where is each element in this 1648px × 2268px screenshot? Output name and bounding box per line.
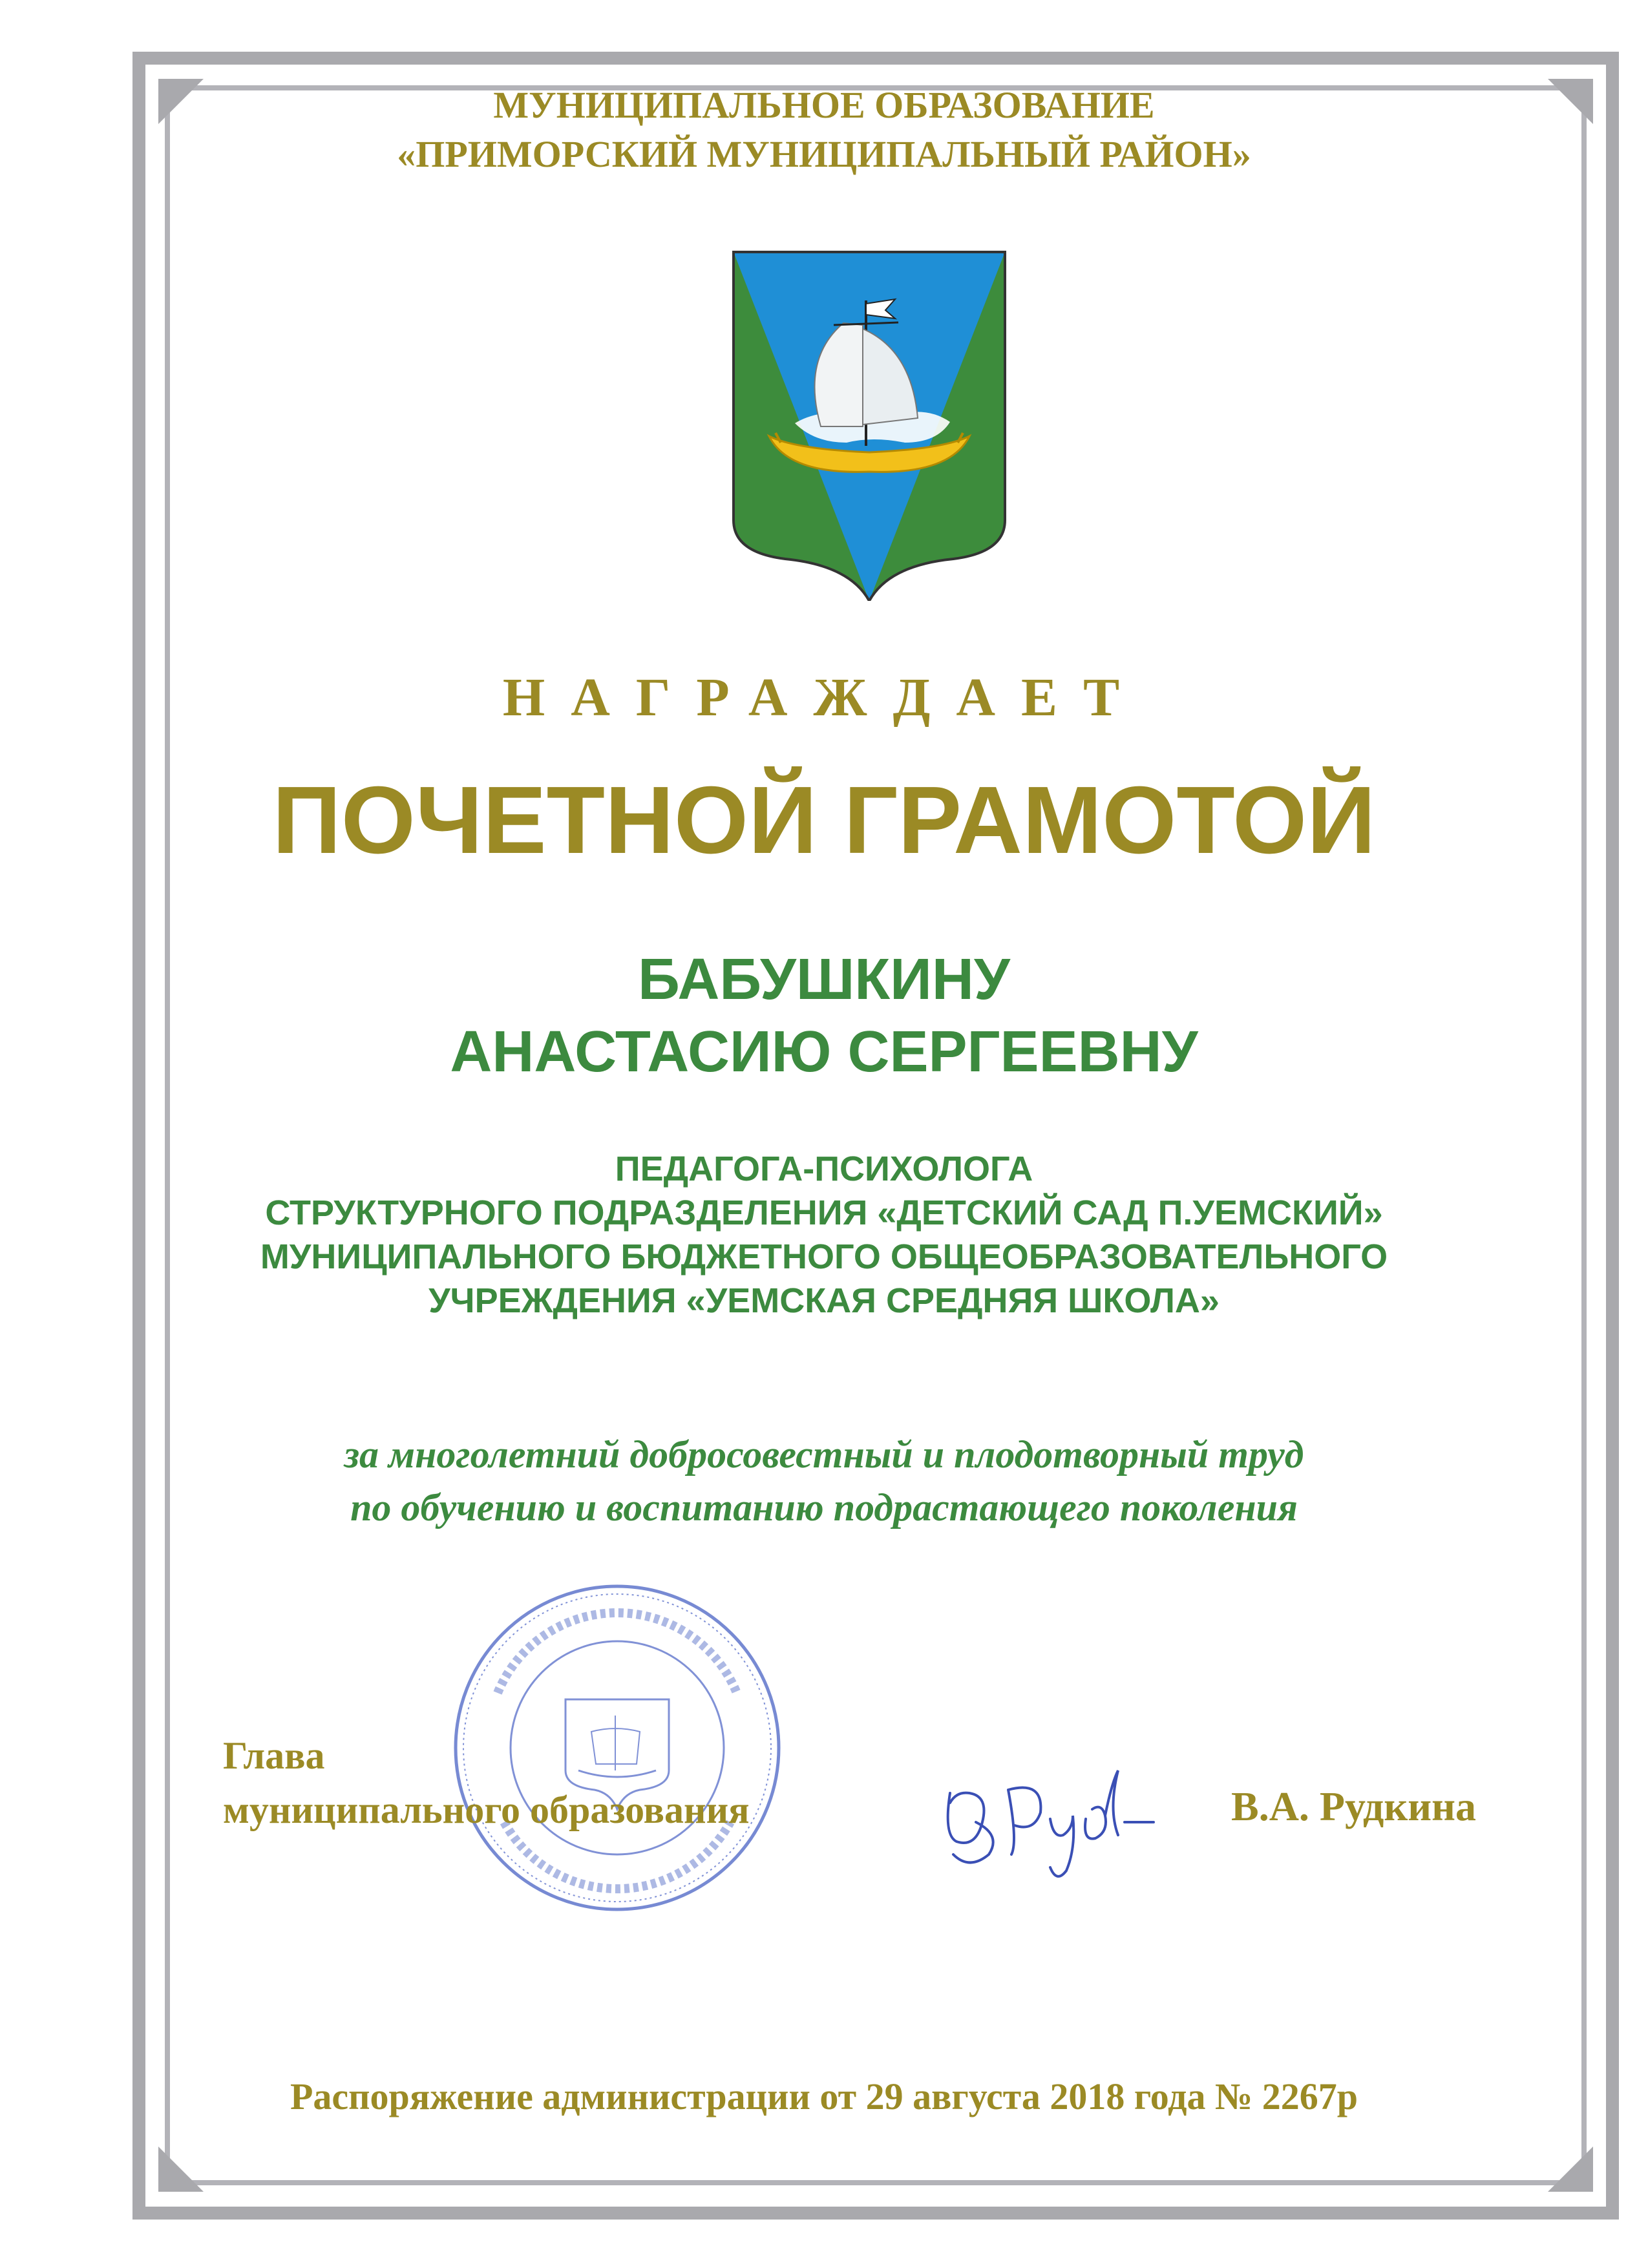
order-reference: Распоряжение администрации от 29 августа 2018 года № 2267р <box>290 2075 1358 2117</box>
issuer-line-1: МУНИЦИПАЛЬНОЕ ОБРАЗОВАНИЕ <box>493 84 1155 126</box>
handwritten-signature <box>931 1758 1215 1887</box>
position-line-2: СТРУКТУРНОГО ПОДРАЗДЕЛЕНИЯ «ДЕТСКИЙ САД П.УЕМСКИЙ» <box>265 1193 1383 1232</box>
frame-corner-bottom-left <box>158 2147 204 2192</box>
reason-line-1: за многолетний добросовестный и плодотворный труд <box>344 1433 1304 1476</box>
recipient-name <box>0 943 1648 1088</box>
recipient-surname: БАБУШКИНУ <box>638 947 1010 1012</box>
coat-of-arms-boat-icon <box>730 249 1008 601</box>
reason-line-2: по обучению и воспитанию подрастающего поколения <box>350 1486 1298 1529</box>
award-title: ПОЧЕТНОЙ ГРАМОТОЙ <box>272 767 1376 874</box>
signatory-title-line-1: Глава <box>223 1734 325 1777</box>
recipient-given-names: АНАСТАСИЮ СЕРГЕЕВНУ <box>450 1020 1198 1084</box>
position-line-3: МУНИЦИПАЛЬНОГО БЮДЖЕТНОГО ОБЩЕОБРАЗОВАТЕЛЬНОГО <box>260 1237 1388 1276</box>
signatory-name: В.А. Рудкина <box>1231 1783 1476 1829</box>
recipient-position <box>0 1147 1648 1323</box>
award-verb: НАГРАЖДАЕТ <box>502 667 1146 728</box>
signatory-title <box>223 1728 750 1837</box>
frame-corner-bottom-right <box>1548 2147 1593 2192</box>
award-reason <box>0 1428 1648 1534</box>
signatory-title-line-2: муниципального образования <box>223 1789 750 1831</box>
position-line-4: УЧРЕЖДЕНИЯ «УЕМСКАЯ СРЕДНЯЯ ШКОЛА» <box>428 1281 1220 1320</box>
issuer-header <box>0 81 1648 179</box>
issuer-line-2: «ПРИМОРСКИЙ МУНИЦИПАЛЬНЫЙ РАЙОН» <box>397 133 1251 175</box>
position-line-1: ПЕДАГОГА-ПСИХОЛОГА <box>615 1150 1033 1188</box>
